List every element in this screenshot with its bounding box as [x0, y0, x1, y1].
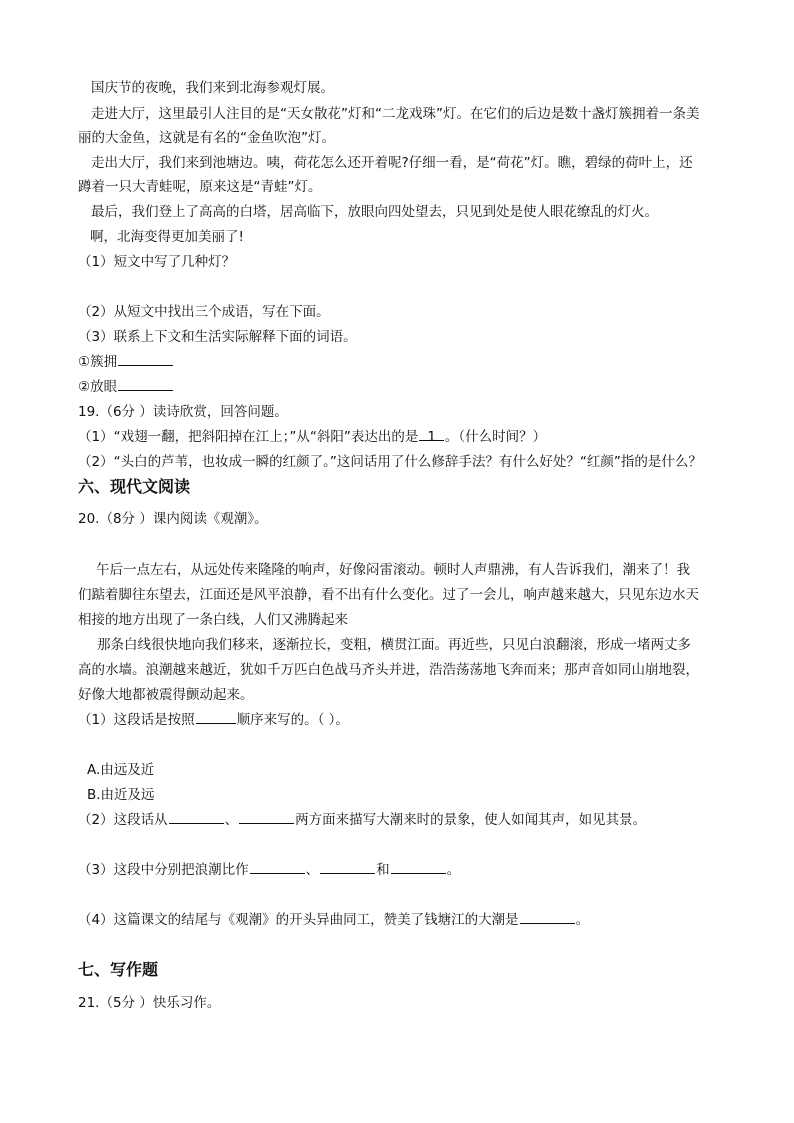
q20-sub2-suffix: 两方面来描写大潮来时的景象，使人如闻其声，如见其景。 — [295, 812, 647, 828]
option-a[interactable]: A.由远及近 — [87, 762, 155, 778]
passage-paragraph: 丽的大金鱼，这就是有名的“金鱼吹泡”灯。 — [78, 130, 335, 146]
answer-blank[interactable] — [239, 809, 294, 824]
q20-sub4-suffix: 。 — [575, 912, 590, 928]
answer-blank[interactable] — [118, 376, 173, 391]
reading-paragraph: 高的水墙。浪潮越来越近，犹如千万匹白色战马齐头并进，浩浩荡荡地飞奔而来；那声音如同山崩地裂， — [78, 662, 699, 678]
q20-title: 20.（8分 ）课内阅读《观潮》。 — [78, 511, 268, 527]
q19-sub2: （2）“头白的芦苇，也妆成一瞬的红颜了。”这问话用了什么修辞手法？有什么好处？“红颜”指的是什么？ — [78, 454, 702, 470]
answer-blank[interactable] — [520, 909, 575, 924]
word-label: ②放眼 — [78, 379, 118, 395]
q20-sub2-text: （2）这段话从 — [78, 812, 168, 828]
passage-paragraph: 蹲着一只大青蛙呢，原来这是“青蛙”灯。 — [78, 179, 322, 195]
q19-sub1 — [78, 426, 728, 448]
reading-paragraph: 们踮着脚往东望去，江面还是风平浪静，看不出有什么变化。过了一会儿，响声越来越大，只见东边水天 — [78, 587, 699, 603]
passage-paragraph: 啊，北海变得更加美丽了! — [90, 229, 244, 245]
answer-blank[interactable] — [196, 709, 236, 724]
q19-title: 19.（6分 ）读诗欣赏，回答问题。 — [78, 404, 288, 420]
q20-sub1-text: （1）这段话是按照 — [78, 712, 195, 728]
q20-sub4 — [78, 909, 728, 931]
word-label: ①簇拥 — [78, 354, 118, 370]
passage-paragraph: 最后，我们登上了高高的白塔，居高临下，放眼向四处望去，只见到处是使人眼花缭乱的灯火。 — [91, 204, 658, 220]
q20-sub3-suffix: 。 — [446, 862, 461, 878]
option-b[interactable]: B.由近及远 — [87, 787, 155, 803]
section-heading-7: 七、写作题 — [78, 960, 159, 979]
passage-paragraph: 国庆节的夜晚，我们来到北海参观灯展。 — [91, 80, 334, 96]
reading-paragraph: 午后一点左右，从远处传来隆隆的响声，好像闷雷滚动。顿时人声鼎沸，有人告诉我们，潮来了！我 — [96, 562, 690, 578]
answer-blank[interactable] — [169, 809, 224, 824]
section-heading-6: 六、现代文阅读 — [78, 477, 191, 496]
passage-paragraph: 走进大厅，这里最引人注目的是“天女散花”灯和“二龙戏珠”灯。在它们的后边是数十盏灯簇拥着一条美 — [91, 106, 700, 122]
reading-paragraph: 那条白线很快地向我们移来，逐渐拉长，变粗，横贯江面。再近些，只见白浪翻滚，形成一堵两丈多 — [97, 637, 691, 653]
q20-sub3 — [78, 859, 728, 881]
q21-title: 21.（5分 ）快乐习作。 — [78, 995, 221, 1011]
word-item-2 — [78, 376, 728, 398]
passage-paragraph: 走出大厅，我们来到池塘边。咦，荷花怎么还开着呢?仔细一看，是“荷花”灯。瞧，碧绿的荷叶上，还 — [91, 155, 693, 171]
answer-blank[interactable] — [391, 859, 446, 874]
q20-sub3-and: 和 — [376, 862, 390, 878]
q20-sub2-sep: 、 — [224, 812, 239, 828]
q20-sub1-suffix: 顺序来写的。（ ）。 — [236, 712, 349, 728]
question-2: （2）从短文中找出三个成语，写在下面。 — [78, 304, 330, 320]
reading-paragraph: 好像大地都被震得颤动起来。 — [78, 687, 254, 703]
answer-blank[interactable] — [250, 859, 305, 874]
word-item-1 — [78, 351, 728, 373]
answer-blank[interactable] — [320, 859, 375, 874]
answer-blank-filled[interactable]: 1 — [419, 426, 444, 441]
q20-sub3-sep: 、 — [305, 862, 320, 878]
answer-blank[interactable] — [118, 351, 173, 366]
q20-sub4-text: （4）这篇课文的结尾与《观潮》的开头异曲同工，赞美了钱塘江的大潮是 — [78, 912, 519, 928]
question-3: （3）联系上下文和生活实际解释下面的词语。 — [78, 329, 357, 345]
question-1: （1）短文中写了几种灯？ — [78, 254, 236, 270]
reading-paragraph: 相接的地方出现了一条白线，人们又沸腾起来 — [78, 612, 348, 628]
q20-sub1 — [78, 709, 728, 731]
q20-sub2 — [78, 809, 728, 831]
q20-sub3-text: （3）这段中分别把浪潮比作 — [78, 862, 249, 878]
q19-sub1-suffix: 。（什么时间？） — [444, 429, 547, 445]
q19-sub1-text: （1）“戏翅一翻，把斜阳掉在江上；”从“斜阳”表达出的是 — [78, 429, 419, 445]
